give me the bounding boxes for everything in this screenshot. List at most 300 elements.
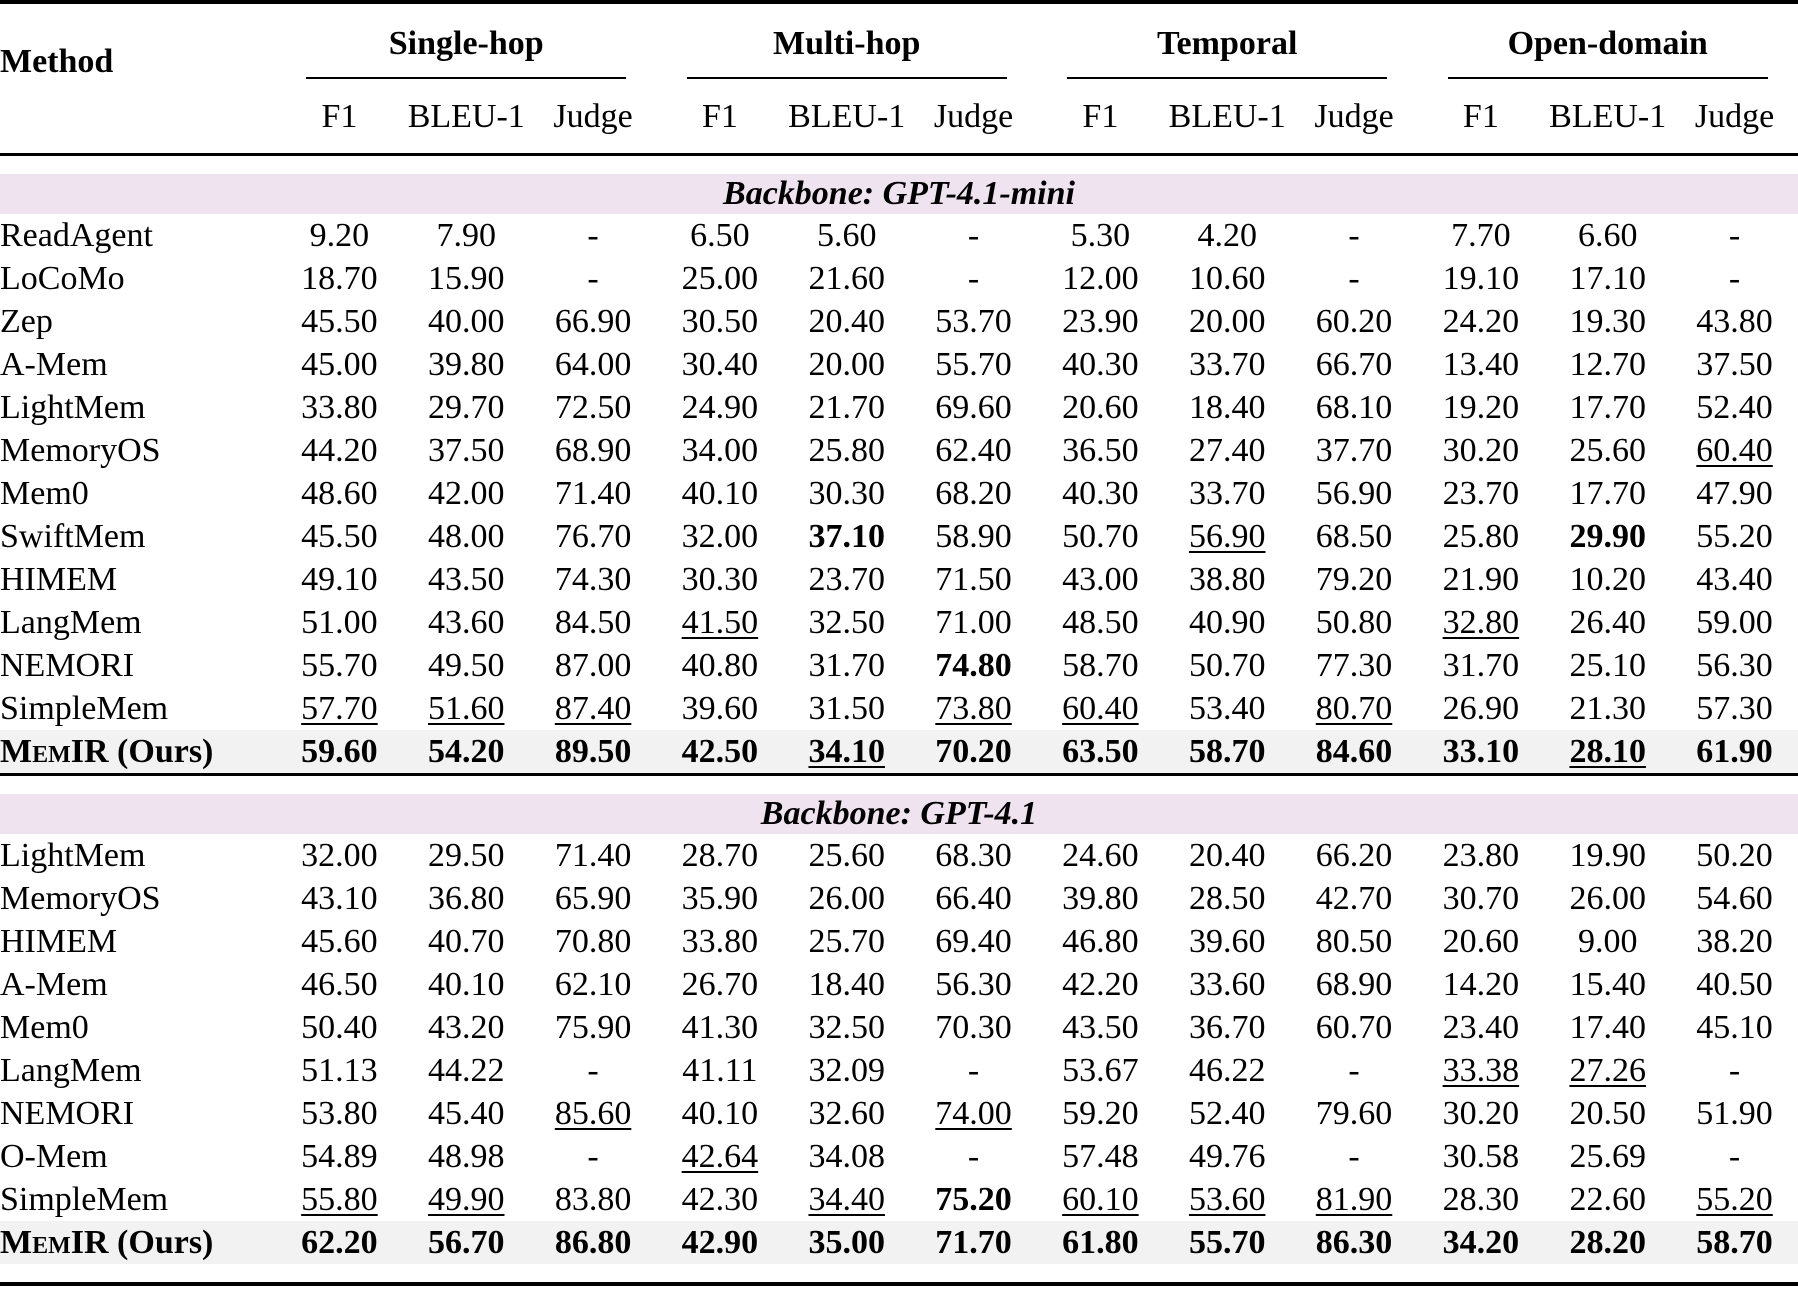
value-cell: 32.00 bbox=[276, 834, 403, 877]
table-row bbox=[0, 1006, 1798, 1049]
value-cell: 33.70 bbox=[1164, 343, 1291, 386]
value-cell: 58.70 bbox=[1671, 1221, 1798, 1264]
value-cell: 68.90 bbox=[530, 429, 657, 472]
method-name: LightMem bbox=[0, 386, 276, 429]
value-cell: 60.40 bbox=[1037, 687, 1164, 730]
value-cell: 70.20 bbox=[910, 730, 1037, 775]
metric-header: BLEU-1 bbox=[403, 81, 530, 155]
group-header-open-domain: Open-domain bbox=[1417, 9, 1798, 81]
value-cell: 32.09 bbox=[783, 1049, 910, 1092]
value-cell: 34.10 bbox=[783, 730, 910, 775]
table-row bbox=[0, 429, 1798, 472]
metric-header: F1 bbox=[1037, 81, 1164, 155]
spacer-cell bbox=[0, 155, 1798, 175]
value-cell: 37.50 bbox=[1671, 343, 1798, 386]
value-cell: 26.70 bbox=[656, 963, 783, 1006]
value-cell: - bbox=[1671, 214, 1798, 257]
value-cell: 53.40 bbox=[1164, 687, 1291, 730]
value-cell: 66.70 bbox=[1291, 343, 1418, 386]
value-cell: 40.50 bbox=[1671, 963, 1798, 1006]
table-row bbox=[0, 214, 1798, 257]
value-cell: 25.60 bbox=[783, 834, 910, 877]
table-row bbox=[0, 920, 1798, 963]
value-cell: 74.80 bbox=[910, 644, 1037, 687]
value-cell: 74.30 bbox=[530, 558, 657, 601]
value-cell: 61.80 bbox=[1037, 1221, 1164, 1264]
end-spacer bbox=[0, 1264, 1798, 1284]
value-cell: 33.70 bbox=[1164, 472, 1291, 515]
value-cell: 59.20 bbox=[1037, 1092, 1164, 1135]
value-cell: 66.40 bbox=[910, 877, 1037, 920]
value-cell: - bbox=[1671, 257, 1798, 300]
method-name: Mem0 bbox=[0, 472, 276, 515]
value-cell: 44.20 bbox=[276, 429, 403, 472]
value-cell: 55.20 bbox=[1671, 1178, 1798, 1221]
value-cell: 9.20 bbox=[276, 214, 403, 257]
group-header-multi-hop: Multi-hop bbox=[656, 9, 1036, 81]
value-cell: 55.80 bbox=[276, 1178, 403, 1221]
value-cell: 40.30 bbox=[1037, 343, 1164, 386]
value-cell: 42.90 bbox=[656, 1221, 783, 1264]
section-title-row bbox=[0, 174, 1798, 214]
method-name: MemoryOS bbox=[0, 877, 276, 920]
metric-header: Judge bbox=[1291, 81, 1418, 155]
value-cell: 12.00 bbox=[1037, 257, 1164, 300]
value-cell: 17.40 bbox=[1544, 1006, 1671, 1049]
value-cell: 43.10 bbox=[276, 877, 403, 920]
value-cell: 9.00 bbox=[1544, 920, 1671, 963]
value-cell: 20.40 bbox=[783, 300, 910, 343]
value-cell: 45.60 bbox=[276, 920, 403, 963]
value-cell: 71.40 bbox=[530, 834, 657, 877]
method-name: NEMORI bbox=[0, 1092, 276, 1135]
method-name: SimpleMem bbox=[0, 687, 276, 730]
value-cell: 33.60 bbox=[1164, 963, 1291, 1006]
value-cell: 48.60 bbox=[276, 472, 403, 515]
value-cell: 17.10 bbox=[1544, 257, 1671, 300]
method-name: HIMEM bbox=[0, 558, 276, 601]
method-name-ours bbox=[0, 1221, 276, 1264]
metric-header: BLEU-1 bbox=[1164, 81, 1291, 155]
value-cell: 10.20 bbox=[1544, 558, 1671, 601]
value-cell: 73.80 bbox=[910, 687, 1037, 730]
value-cell: 30.20 bbox=[1417, 1092, 1544, 1135]
method-name-suffix: (Ours) bbox=[109, 1224, 214, 1261]
value-cell: 48.00 bbox=[403, 515, 530, 558]
value-cell: 45.50 bbox=[276, 300, 403, 343]
value-cell: 14.20 bbox=[1417, 963, 1544, 1006]
method-name: HIMEM bbox=[0, 920, 276, 963]
header-metrics-row bbox=[0, 81, 1798, 155]
value-cell: 25.00 bbox=[656, 257, 783, 300]
method-header: Method bbox=[0, 9, 276, 81]
metric-header: BLEU-1 bbox=[1544, 81, 1671, 155]
metric-header: Judge bbox=[910, 81, 1037, 155]
value-cell: 40.00 bbox=[403, 300, 530, 343]
method-name: ReadAgent bbox=[0, 214, 276, 257]
value-cell: 10.60 bbox=[1164, 257, 1291, 300]
value-cell: 28.50 bbox=[1164, 877, 1291, 920]
value-cell: 68.50 bbox=[1291, 515, 1418, 558]
value-cell: 19.30 bbox=[1544, 300, 1671, 343]
value-cell: 27.26 bbox=[1544, 1049, 1671, 1092]
value-cell: 42.30 bbox=[656, 1178, 783, 1221]
value-cell: 30.40 bbox=[656, 343, 783, 386]
value-cell: 37.10 bbox=[783, 515, 910, 558]
value-cell: 4.20 bbox=[1164, 214, 1291, 257]
value-cell: 25.69 bbox=[1544, 1135, 1671, 1178]
value-cell: - bbox=[1291, 1049, 1418, 1092]
value-cell: 22.60 bbox=[1544, 1178, 1671, 1221]
value-cell: 40.80 bbox=[656, 644, 783, 687]
method-name: SimpleMem bbox=[0, 1178, 276, 1221]
value-cell: 31.50 bbox=[783, 687, 910, 730]
value-cell: 21.70 bbox=[783, 386, 910, 429]
table-row bbox=[0, 300, 1798, 343]
value-cell: 62.40 bbox=[910, 429, 1037, 472]
value-cell: 48.50 bbox=[1037, 601, 1164, 644]
value-cell: 51.00 bbox=[276, 601, 403, 644]
value-cell: 21.60 bbox=[783, 257, 910, 300]
value-cell: 28.30 bbox=[1417, 1178, 1544, 1221]
value-cell: 34.20 bbox=[1417, 1221, 1544, 1264]
table-row bbox=[0, 1135, 1798, 1178]
value-cell: 69.60 bbox=[910, 386, 1037, 429]
value-cell: - bbox=[1671, 1135, 1798, 1178]
value-cell: 24.20 bbox=[1417, 300, 1544, 343]
value-cell: 39.80 bbox=[403, 343, 530, 386]
value-cell: 25.80 bbox=[1417, 515, 1544, 558]
method-name-prefix: MemIR bbox=[0, 733, 109, 770]
value-cell: 63.50 bbox=[1037, 730, 1164, 775]
value-cell: 66.20 bbox=[1291, 834, 1418, 877]
value-cell: 41.30 bbox=[656, 1006, 783, 1049]
metric-header: F1 bbox=[276, 81, 403, 155]
value-cell: 71.50 bbox=[910, 558, 1037, 601]
value-cell: 21.30 bbox=[1544, 687, 1671, 730]
value-cell: 50.70 bbox=[1037, 515, 1164, 558]
value-cell: 65.90 bbox=[530, 877, 657, 920]
method-name: MemoryOS bbox=[0, 429, 276, 472]
value-cell: 55.70 bbox=[276, 644, 403, 687]
value-cell: 43.60 bbox=[403, 601, 530, 644]
value-cell: 6.50 bbox=[656, 214, 783, 257]
spacer-cell bbox=[0, 1264, 1798, 1284]
value-cell: 36.70 bbox=[1164, 1006, 1291, 1049]
value-cell: 39.80 bbox=[1037, 877, 1164, 920]
value-cell: 58.90 bbox=[910, 515, 1037, 558]
value-cell: - bbox=[1291, 1135, 1418, 1178]
value-cell: 19.20 bbox=[1417, 386, 1544, 429]
value-cell: 7.70 bbox=[1417, 214, 1544, 257]
value-cell: 76.70 bbox=[530, 515, 657, 558]
table-row bbox=[0, 687, 1798, 730]
value-cell: 44.22 bbox=[403, 1049, 530, 1092]
value-cell: 32.50 bbox=[783, 601, 910, 644]
table-row bbox=[0, 1178, 1798, 1221]
value-cell: 30.70 bbox=[1417, 877, 1544, 920]
value-cell: 13.40 bbox=[1417, 343, 1544, 386]
value-cell: 80.50 bbox=[1291, 920, 1418, 963]
value-cell: 83.80 bbox=[530, 1178, 657, 1221]
value-cell: 85.60 bbox=[530, 1092, 657, 1135]
value-cell: 60.70 bbox=[1291, 1006, 1418, 1049]
table-row bbox=[0, 343, 1798, 386]
value-cell: 54.60 bbox=[1671, 877, 1798, 920]
value-cell: 56.30 bbox=[910, 963, 1037, 1006]
value-cell: 26.00 bbox=[783, 877, 910, 920]
method-name: NEMORI bbox=[0, 644, 276, 687]
value-cell: 87.40 bbox=[530, 687, 657, 730]
value-cell: 79.60 bbox=[1291, 1092, 1418, 1135]
value-cell: 20.60 bbox=[1037, 386, 1164, 429]
value-cell: 55.20 bbox=[1671, 515, 1798, 558]
value-cell: 49.76 bbox=[1164, 1135, 1291, 1178]
value-cell: 75.20 bbox=[910, 1178, 1037, 1221]
value-cell: 28.20 bbox=[1544, 1221, 1671, 1264]
value-cell: 36.80 bbox=[403, 877, 530, 920]
table-row bbox=[0, 386, 1798, 429]
value-cell: 50.20 bbox=[1671, 834, 1798, 877]
value-cell: 18.70 bbox=[276, 257, 403, 300]
value-cell: 29.70 bbox=[403, 386, 530, 429]
value-cell: 24.60 bbox=[1037, 834, 1164, 877]
value-cell: 87.00 bbox=[530, 644, 657, 687]
table-row bbox=[0, 515, 1798, 558]
value-cell: 39.60 bbox=[1164, 920, 1291, 963]
value-cell: 64.00 bbox=[530, 343, 657, 386]
value-cell: 53.67 bbox=[1037, 1049, 1164, 1092]
value-cell: 23.70 bbox=[783, 558, 910, 601]
value-cell: 56.90 bbox=[1291, 472, 1418, 515]
value-cell: 60.10 bbox=[1037, 1178, 1164, 1221]
value-cell: - bbox=[530, 1135, 657, 1178]
section-title: Backbone: GPT-4.1 bbox=[0, 794, 1798, 834]
method-name: A-Mem bbox=[0, 963, 276, 1006]
value-cell: 74.00 bbox=[910, 1092, 1037, 1135]
value-cell: 30.58 bbox=[1417, 1135, 1544, 1178]
value-cell: 41.50 bbox=[656, 601, 783, 644]
value-cell: 21.90 bbox=[1417, 558, 1544, 601]
value-cell: 71.00 bbox=[910, 601, 1037, 644]
section-spacer bbox=[0, 155, 1798, 175]
value-cell: 33.38 bbox=[1417, 1049, 1544, 1092]
value-cell: - bbox=[910, 257, 1037, 300]
value-cell: 48.98 bbox=[403, 1135, 530, 1178]
value-cell: 26.00 bbox=[1544, 877, 1671, 920]
value-cell: 37.70 bbox=[1291, 429, 1418, 472]
value-cell: 33.10 bbox=[1417, 730, 1544, 775]
table-row bbox=[0, 644, 1798, 687]
table-row-ours bbox=[0, 1221, 1798, 1264]
value-cell: 33.80 bbox=[656, 920, 783, 963]
metric-header: F1 bbox=[656, 81, 783, 155]
value-cell: 5.60 bbox=[783, 214, 910, 257]
value-cell: 80.70 bbox=[1291, 687, 1418, 730]
section-title-row bbox=[0, 794, 1798, 834]
method-name: O-Mem bbox=[0, 1135, 276, 1178]
header-groups-row bbox=[0, 9, 1798, 81]
value-cell: 43.50 bbox=[403, 558, 530, 601]
value-cell: 25.70 bbox=[783, 920, 910, 963]
value-cell: 25.80 bbox=[783, 429, 910, 472]
method-name: LangMem bbox=[0, 601, 276, 644]
value-cell: - bbox=[530, 257, 657, 300]
value-cell: 62.10 bbox=[530, 963, 657, 1006]
section-title: Backbone: GPT-4.1-mini bbox=[0, 174, 1798, 214]
table-row bbox=[0, 1049, 1798, 1092]
value-cell: 12.70 bbox=[1544, 343, 1671, 386]
value-cell: 75.90 bbox=[530, 1006, 657, 1049]
value-cell: 40.90 bbox=[1164, 601, 1291, 644]
value-cell: 42.70 bbox=[1291, 877, 1418, 920]
value-cell: 58.70 bbox=[1037, 644, 1164, 687]
value-cell: 17.70 bbox=[1544, 472, 1671, 515]
value-cell: 40.10 bbox=[656, 472, 783, 515]
value-cell: 18.40 bbox=[783, 963, 910, 1006]
value-cell: 24.90 bbox=[656, 386, 783, 429]
value-cell: 68.30 bbox=[910, 834, 1037, 877]
method-header-spacer bbox=[0, 81, 276, 155]
value-cell: 60.20 bbox=[1291, 300, 1418, 343]
value-cell: 84.60 bbox=[1291, 730, 1418, 775]
value-cell: 40.10 bbox=[403, 963, 530, 1006]
value-cell: 23.70 bbox=[1417, 472, 1544, 515]
value-cell: 25.60 bbox=[1544, 429, 1671, 472]
table-row-ours bbox=[0, 730, 1798, 775]
value-cell: 30.50 bbox=[656, 300, 783, 343]
value-cell: 43.50 bbox=[1037, 1006, 1164, 1049]
table-body bbox=[0, 155, 1798, 1294]
value-cell: 31.70 bbox=[1417, 644, 1544, 687]
value-cell: 20.50 bbox=[1544, 1092, 1671, 1135]
value-cell: 59.60 bbox=[276, 730, 403, 775]
value-cell: 5.30 bbox=[1037, 214, 1164, 257]
value-cell: 38.80 bbox=[1164, 558, 1291, 601]
value-cell: 72.50 bbox=[530, 386, 657, 429]
value-cell: - bbox=[910, 214, 1037, 257]
value-cell: 28.70 bbox=[656, 834, 783, 877]
value-cell: 29.50 bbox=[403, 834, 530, 877]
value-cell: - bbox=[530, 214, 657, 257]
value-cell: 17.70 bbox=[1544, 386, 1671, 429]
value-cell: 43.00 bbox=[1037, 558, 1164, 601]
value-cell: 54.20 bbox=[403, 730, 530, 775]
value-cell: 29.90 bbox=[1544, 515, 1671, 558]
value-cell: 42.50 bbox=[656, 730, 783, 775]
value-cell: 55.70 bbox=[1164, 1221, 1291, 1264]
group-header-temporal: Temporal bbox=[1037, 9, 1417, 81]
value-cell: 42.00 bbox=[403, 472, 530, 515]
value-cell: 59.00 bbox=[1671, 601, 1798, 644]
metric-header: Judge bbox=[530, 81, 657, 155]
value-cell: 23.90 bbox=[1037, 300, 1164, 343]
value-cell: 40.30 bbox=[1037, 472, 1164, 515]
value-cell: 51.60 bbox=[403, 687, 530, 730]
value-cell: 53.60 bbox=[1164, 1178, 1291, 1221]
value-cell: 51.13 bbox=[276, 1049, 403, 1092]
value-cell: 26.40 bbox=[1544, 601, 1671, 644]
value-cell: 34.40 bbox=[783, 1178, 910, 1221]
value-cell: 26.90 bbox=[1417, 687, 1544, 730]
value-cell: 42.20 bbox=[1037, 963, 1164, 1006]
value-cell: 52.40 bbox=[1164, 1092, 1291, 1135]
value-cell: 40.10 bbox=[656, 1092, 783, 1135]
value-cell: 45.40 bbox=[403, 1092, 530, 1135]
value-cell: 15.90 bbox=[403, 257, 530, 300]
value-cell: 42.64 bbox=[656, 1135, 783, 1178]
value-cell: 19.10 bbox=[1417, 257, 1544, 300]
value-cell: 20.00 bbox=[1164, 300, 1291, 343]
value-cell: 56.30 bbox=[1671, 644, 1798, 687]
value-cell: 35.90 bbox=[656, 877, 783, 920]
method-name: SwiftMem bbox=[0, 515, 276, 558]
value-cell: 40.70 bbox=[403, 920, 530, 963]
value-cell: 19.90 bbox=[1544, 834, 1671, 877]
value-cell: 43.20 bbox=[403, 1006, 530, 1049]
value-cell: 6.60 bbox=[1544, 214, 1671, 257]
value-cell: 34.00 bbox=[656, 429, 783, 472]
spacer-cell bbox=[0, 775, 1798, 795]
value-cell: 70.80 bbox=[530, 920, 657, 963]
value-cell: 32.60 bbox=[783, 1092, 910, 1135]
value-cell: 54.89 bbox=[276, 1135, 403, 1178]
value-cell: 81.90 bbox=[1291, 1178, 1418, 1221]
table-row bbox=[0, 963, 1798, 1006]
value-cell: 49.90 bbox=[403, 1178, 530, 1221]
value-cell: 66.90 bbox=[530, 300, 657, 343]
value-cell: 71.70 bbox=[910, 1221, 1037, 1264]
value-cell: - bbox=[1291, 214, 1418, 257]
value-cell: 33.80 bbox=[276, 386, 403, 429]
value-cell: 53.70 bbox=[910, 300, 1037, 343]
value-cell: 45.00 bbox=[276, 343, 403, 386]
value-cell: 39.60 bbox=[656, 687, 783, 730]
value-cell: 38.20 bbox=[1671, 920, 1798, 963]
table-row bbox=[0, 1092, 1798, 1135]
value-cell: 15.40 bbox=[1544, 963, 1671, 1006]
table-row bbox=[0, 601, 1798, 644]
value-cell: 86.30 bbox=[1291, 1221, 1418, 1264]
value-cell: 47.90 bbox=[1671, 472, 1798, 515]
value-cell: 28.10 bbox=[1544, 730, 1671, 775]
value-cell: 46.22 bbox=[1164, 1049, 1291, 1092]
value-cell: 79.20 bbox=[1291, 558, 1418, 601]
method-name: Zep bbox=[0, 300, 276, 343]
value-cell: 60.40 bbox=[1671, 429, 1798, 472]
method-name-prefix: MemIR bbox=[0, 1224, 109, 1261]
value-cell: 35.00 bbox=[783, 1221, 910, 1264]
table-row bbox=[0, 472, 1798, 515]
value-cell: 25.10 bbox=[1544, 644, 1671, 687]
metric-header: Judge bbox=[1671, 81, 1798, 155]
value-cell: 68.20 bbox=[910, 472, 1037, 515]
value-cell: 46.80 bbox=[1037, 920, 1164, 963]
value-cell: 20.00 bbox=[783, 343, 910, 386]
value-cell: 46.50 bbox=[276, 963, 403, 1006]
value-cell: 30.30 bbox=[783, 472, 910, 515]
value-cell: 51.90 bbox=[1671, 1092, 1798, 1135]
value-cell: 68.10 bbox=[1291, 386, 1418, 429]
value-cell: 43.40 bbox=[1671, 558, 1798, 601]
table-row bbox=[0, 558, 1798, 601]
value-cell: 45.50 bbox=[276, 515, 403, 558]
value-cell: 58.70 bbox=[1164, 730, 1291, 775]
value-cell: 68.90 bbox=[1291, 963, 1418, 1006]
value-cell: 34.08 bbox=[783, 1135, 910, 1178]
table-row bbox=[0, 257, 1798, 300]
value-cell: 61.90 bbox=[1671, 730, 1798, 775]
